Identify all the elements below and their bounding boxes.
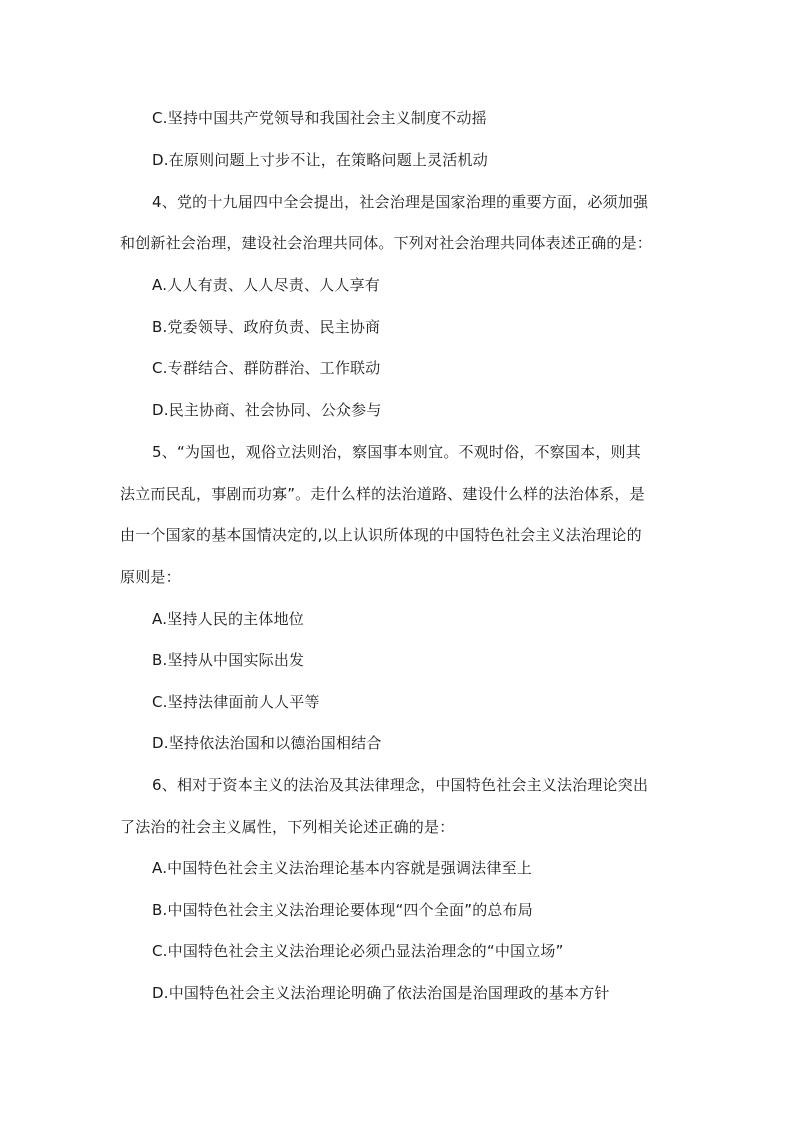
q5-option-a: A.坚持人民的主体地位 bbox=[152, 610, 304, 628]
q5-option-d: D.坚持依法治国和以德治国相结合 bbox=[152, 734, 382, 752]
q3-option-d: D.在原则问题上寸步不让，在策略问题上灵活机动 bbox=[152, 151, 488, 169]
q3-option-c: C.坚持中国共产党领导和我国社会主义制度不动摇 bbox=[152, 109, 487, 127]
q5-option-b: B.坚持从中国实际出发 bbox=[152, 651, 305, 669]
question-6-text-cont: 了法治的社会主义属性，下列相关论述正确的是： bbox=[120, 818, 455, 836]
question-5-text-cont-2: 由一个国家的基本国情决定的,以上认识所体现的中国特色社会主义法治理论的 bbox=[120, 526, 642, 544]
question-4-text: 4、党的十九届四中全会提出，社会治理是国家治理的重要方面，必须加强 bbox=[152, 193, 649, 211]
question-5-text-cont-3: 原则是： bbox=[120, 568, 181, 586]
question-6-text: 6、相对于资本主义的法治及其法律理念，中国特色社会主义法治理论突出 bbox=[152, 776, 649, 794]
question-5-text: 5、“为国也，观俗立法则治，察国事本则宜。不观时俗，不察国本，则其 bbox=[152, 443, 641, 461]
q6-option-a: A.中国特色社会主义法治理论基本内容就是强调法律至上 bbox=[152, 859, 532, 877]
q4-option-b: B.党委领导、政府负责、民主协商 bbox=[152, 318, 381, 336]
q4-option-d: D.民主协商、社会协同、公众参与 bbox=[152, 401, 382, 419]
q5-option-c: C.坚持法律面前人人平等 bbox=[152, 693, 320, 711]
question-4-text-cont: 和创新社会治理，建设社会治理共同体。下列对社会治理共同体表述正确的是： bbox=[120, 234, 653, 252]
q6-option-b: B.中国特色社会主义法治理论要体现“四个全面”的总布局 bbox=[152, 901, 534, 919]
q4-option-c: C.专群结合、群防群治、工作联动 bbox=[152, 359, 381, 377]
q6-option-c: C.中国特色社会主义法治理论必须凸显法治理念的“中国立场” bbox=[152, 942, 564, 960]
question-5-text-cont-1: 法立而民乱，事剧而功寡”。走什么样的法治道路、建设什么样的法治体系，是 bbox=[120, 485, 645, 503]
q4-option-a: A.人人有责、人人尽责、人人享有 bbox=[152, 276, 380, 294]
q6-option-d: D.中国特色社会主义法治理论明确了依法治国是治国理政的基本方针 bbox=[152, 984, 610, 1002]
